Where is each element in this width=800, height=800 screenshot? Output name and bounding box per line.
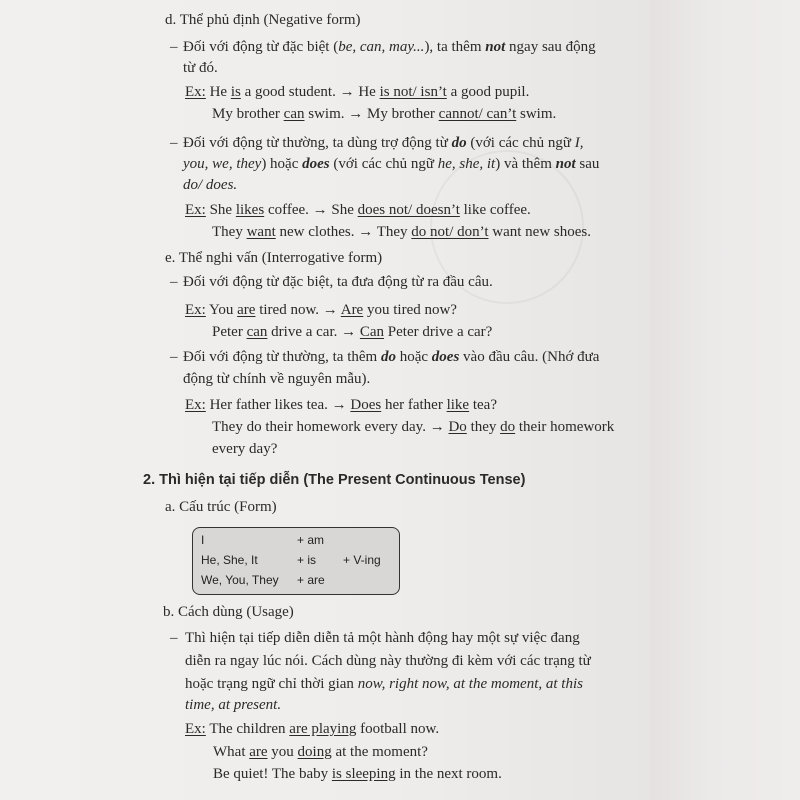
- form-structure-box: [192, 527, 400, 595]
- section-e-example2-line1: Ex: Her father likes tea. → Does her father like tea?: [185, 397, 497, 413]
- section-2a-heading: a. Cấu trúc (Form): [165, 499, 277, 515]
- verb-cell: + V-ing: [343, 553, 381, 567]
- section-e-example2-line2: They do their homework every day. → Do they do their homework: [212, 419, 615, 435]
- usage-line4: time, at present.: [185, 697, 282, 713]
- section-d-example2-line2: They want new clothes. → They do not/ don’t want new shoes.: [212, 224, 591, 240]
- section-d-rule2-line3: do/ does.: [183, 177, 238, 193]
- section-2b-heading: b. Cách dùng (Usage): [163, 604, 294, 620]
- usage-line3: hoặc trạng ngữ chỉ thời gian now, right now, at the moment, at this: [185, 676, 583, 692]
- section-e-heading: e. Thể nghi vấn (Interrogative form): [165, 250, 383, 266]
- usage-line1: Thì hiện tại tiếp diễn diễn tả một hành động hay một sự việc đang: [185, 630, 580, 646]
- subject-cell: He, She, It: [201, 553, 258, 567]
- subject-cell: I: [201, 533, 205, 547]
- bullet-dash: –: [170, 349, 178, 365]
- section-e-rule2-line2: động từ chính về nguyên mẫu).: [183, 371, 371, 387]
- section-d-heading: d. Thể phủ định (Negative form): [165, 12, 361, 28]
- section-2-example-line1: Ex: The children are playing football now.: [185, 721, 440, 737]
- be-form-cell: + are: [297, 573, 325, 587]
- section-2-heading: 2. Thì hiện tại tiếp diễn (The Present Continuous Tense): [143, 472, 526, 488]
- page-edge: [650, 0, 800, 800]
- section-d-rule2-line1: Đối với động từ thường, ta dùng trợ động từ do (với các chủ ngữ I,: [183, 135, 584, 151]
- bullet-dash: –: [170, 39, 178, 55]
- section-d-rule2-line2: you, we, they) hoặc does (với các chủ ngữ he, she, it) và thêm not sau: [183, 156, 600, 172]
- bullet-dash: –: [170, 630, 178, 646]
- section-2-example-line3: Be quiet! The baby is sleeping in the next room.: [213, 766, 502, 782]
- section-e-rule2-line1: Đối với động từ thường, ta thêm do hoặc does vào đầu câu. (Nhớ đưa: [183, 349, 600, 365]
- bullet-dash: –: [170, 274, 178, 290]
- section-e-example1-line2: Peter can drive a car. → Can Peter drive a car?: [212, 324, 493, 340]
- be-form-cell: + am: [297, 533, 325, 547]
- section-d-example1-line1: Ex: He is a good student. → He is not/ isn’t a good pupil.: [185, 84, 530, 100]
- section-d-example2-line1: Ex: She likes coffee. → She does not/ doesn’t like coffee.: [185, 202, 531, 218]
- section-d-rule1-line2: từ đó.: [183, 60, 218, 76]
- be-form-cell: + is: [297, 553, 317, 567]
- section-e-example1-line1: Ex: You are tired now. → Are you tired now?: [185, 302, 457, 318]
- section-d-rule1-line1: Đối với động từ đặc biệt (be, can, may...), ta thêm not ngay sau động: [183, 39, 596, 55]
- bullet-dash: –: [170, 135, 178, 151]
- section-e-example2-line3: every day?: [212, 441, 278, 457]
- section-d-example1-line2: My brother can swim. → My brother cannot/ can’t swim.: [212, 106, 557, 122]
- subject-cell: We, You, They: [201, 573, 279, 587]
- section-e-rule1: Đối với động từ đặc biệt, ta đưa động từ ra đầu câu.: [183, 274, 493, 290]
- usage-line2: diễn ra ngay lúc nói. Cách dùng này thường đi kèm với các trạng từ: [185, 653, 591, 669]
- section-2-example-line2: What are you doing at the moment?: [213, 744, 428, 760]
